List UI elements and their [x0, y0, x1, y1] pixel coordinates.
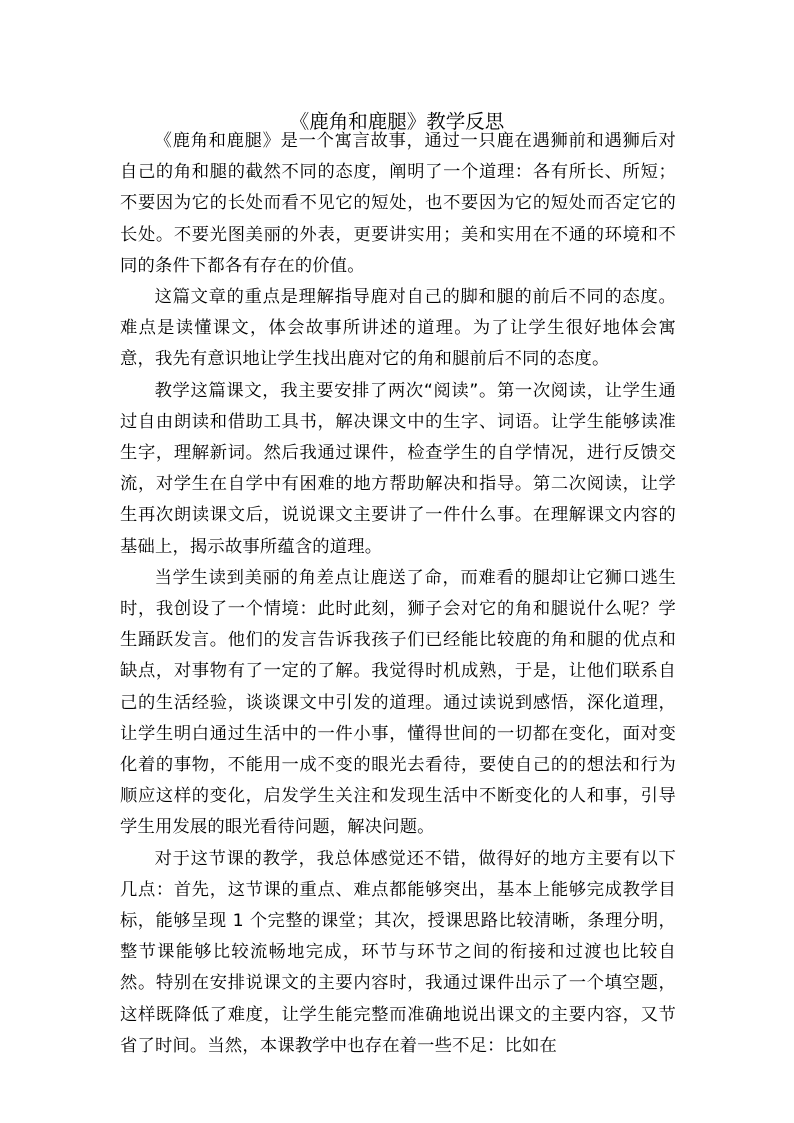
- paragraph: 这篇文章的重点是理解指导鹿对自己的脚和腿的前后不同的态度。难点是读懂课文，体会故事所讲述的道理。为了让学生很好地体会寓意，我先有意识地让学生找出鹿对它的角和腿前后不同的态度。: [120, 287, 676, 370]
- paragraph: 对于这节课的教学，我总体感觉还不错，做得好的地方主要有以下几点：首先，这节课的重点、难点都能够突出，基本上能够完成教学目标，能够呈现 1 个完整的课堂；其次，授课思路比较清晰，条理分明，整节课能够比较流畅地完成，环节与环节之间的衔接和过渡也比较自然。特别在安排说课文的主要内容时，我通过课件出示了一个填空题，这样既降低了难度，让学生能完整而准确地说出课文的主要内容，又节省了时间。当然，本课教学中也存在着一些不足：比如在: [120, 848, 676, 1056]
- page-title: 《鹿角和鹿腿》教学反思: [289, 110, 505, 134]
- paragraph: 《鹿角和鹿腿》是一个寓言故事，通过一只鹿在遇狮前和遇狮后对自己的角和腿的截然不同的态度，阐明了一个道理：各有所长、所短；不要因为它的长处而看不见它的短处，也不要因为它的短处而否定它的长处。不要光图美丽的外表，更要讲实用；美和实用在不通的环境和不同的条件下都各有存在的价值。: [120, 131, 676, 276]
- document-body: [120, 126, 676, 1062]
- paragraph: 当学生读到美丽的角差点让鹿送了命，而难看的腿却让它狮口逃生时，我创设了一个情境：此时此刻，狮子会对它的角和腿说什么呢？学生踊跃发言。他们的发言告诉我孩子们已经能比较鹿的角和腿的优点和缺点，对事物有了一定的了解。我觉得时机成熟，于是，让他们联系自己的生活经验，谈谈课文中引发的道理。通过读说到感悟，深化道理，让学生明白通过生活中的一件小事，懂得世间的一切都在变化，面对变化着的事物，不能用一成不变的眼光去看待，要使自己的的想法和行为顺应这样的变化，启发学生关注和发现生活中不断变化的人和事，引导学生用发展的眼光看待问题，解决问题。: [120, 567, 676, 838]
- paragraph: 教学这篇课文，我主要安排了两次“阅读”。第一次阅读，让学生通过自由朗读和借助工具书，解决课文中的生字、词语。让学生能够读准生字，理解新词。然后我通过课件，检查学生的自学情况，进行反馈交流，对学生在自学中有困难的地方帮助解决和指导。第二次阅读，让学生再次朗读课文后，说说课文主要讲了一件什么事。在理解课文内容的基础上，揭示故事所蕴含的道理。: [120, 380, 676, 557]
